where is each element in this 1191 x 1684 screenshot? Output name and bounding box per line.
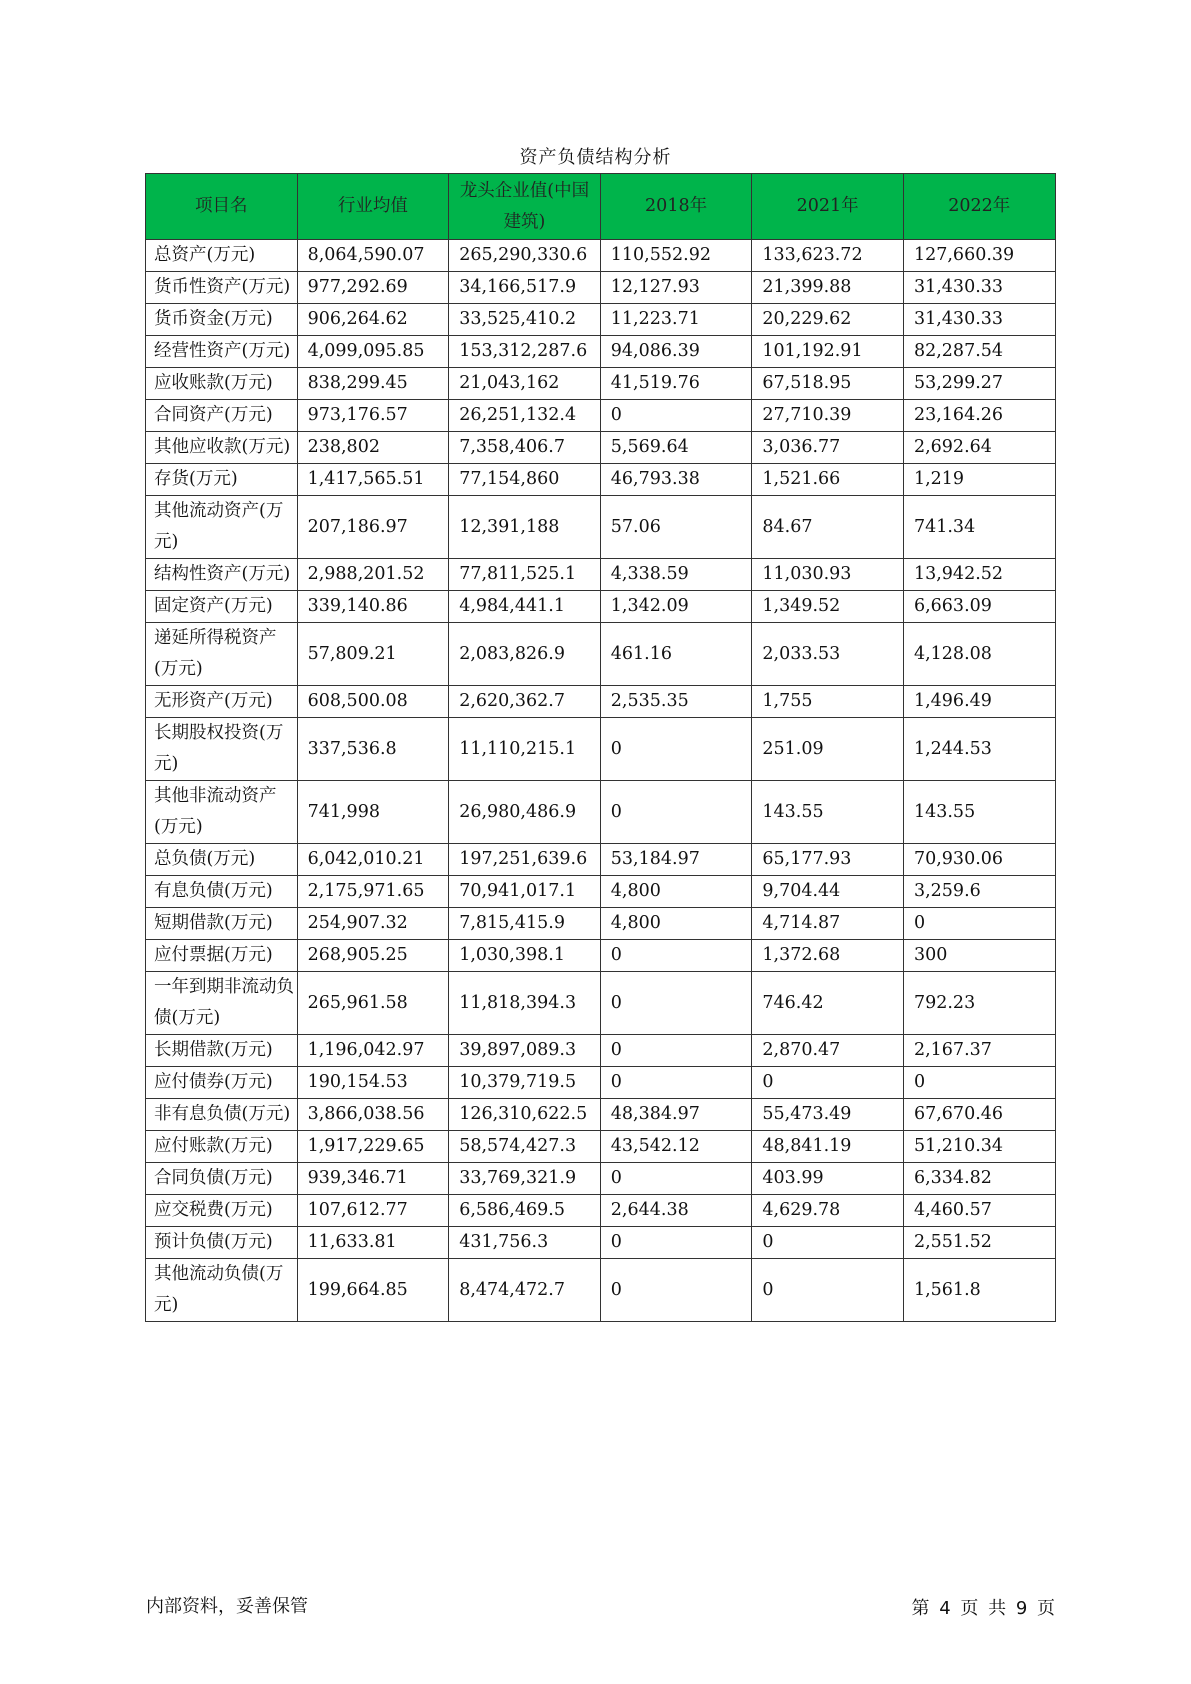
value-cell: 1,755: [752, 686, 904, 718]
value-cell: 21,399.88: [752, 272, 904, 304]
value-cell: 1,219: [903, 464, 1055, 496]
value-cell: 77,154,860: [449, 464, 601, 496]
value-cell: 0: [600, 940, 752, 972]
value-cell: 8,474,472.7: [449, 1259, 601, 1322]
item-name-cell: 长期股权投资(万元): [146, 718, 298, 781]
item-name-cell: 应付票据(万元): [146, 940, 298, 972]
value-cell: 4,629.78: [752, 1195, 904, 1227]
value-cell: 4,460.57: [903, 1195, 1055, 1227]
header-cell: 2018年: [600, 174, 752, 240]
table-row: [146, 972, 1056, 1035]
value-cell: 1,561.8: [903, 1259, 1055, 1322]
item-name-cell: 货币性资产(万元): [146, 272, 298, 304]
table-row: [146, 464, 1056, 496]
item-name-cell: 其他应收款(万元): [146, 432, 298, 464]
value-cell: 11,110,215.1: [449, 718, 601, 781]
value-cell: 20,229.62: [752, 304, 904, 336]
item-name-cell: 应收账款(万元): [146, 368, 298, 400]
item-name-cell: 非有息负债(万元): [146, 1099, 298, 1131]
value-cell: 1,030,398.1: [449, 940, 601, 972]
value-cell: 906,264.62: [297, 304, 449, 336]
value-cell: 57,809.21: [297, 623, 449, 686]
value-cell: 77,811,525.1: [449, 559, 601, 591]
value-cell: 1,521.66: [752, 464, 904, 496]
value-cell: 126,310,622.5: [449, 1099, 601, 1131]
table-row: [146, 304, 1056, 336]
value-cell: 6,663.09: [903, 591, 1055, 623]
header-cell: 行业均值: [297, 174, 449, 240]
value-cell: 33,525,410.2: [449, 304, 601, 336]
value-cell: 190,154.53: [297, 1067, 449, 1099]
item-name-cell: 短期借款(万元): [146, 908, 298, 940]
value-cell: 197,251,639.6: [449, 844, 601, 876]
table-row: [146, 781, 1056, 844]
value-cell: 41,519.76: [600, 368, 752, 400]
value-cell: 12,127.93: [600, 272, 752, 304]
table-row: [146, 844, 1056, 876]
value-cell: 2,692.64: [903, 432, 1055, 464]
item-name-cell: 长期借款(万元): [146, 1035, 298, 1067]
table-row: [146, 559, 1056, 591]
item-name-cell: 无形资产(万元): [146, 686, 298, 718]
value-cell: 2,988,201.52: [297, 559, 449, 591]
value-cell: 9,704.44: [752, 876, 904, 908]
value-cell: 4,714.87: [752, 908, 904, 940]
table-row: [146, 368, 1056, 400]
value-cell: 6,586,469.5: [449, 1195, 601, 1227]
value-cell: 70,941,017.1: [449, 876, 601, 908]
value-cell: 339,140.86: [297, 591, 449, 623]
value-cell: 0: [600, 1067, 752, 1099]
table-row: [146, 1227, 1056, 1259]
value-cell: 7,815,415.9: [449, 908, 601, 940]
value-cell: 3,036.77: [752, 432, 904, 464]
value-cell: 31,430.33: [903, 304, 1055, 336]
table-row: [146, 400, 1056, 432]
item-name-cell: 货币资金(万元): [146, 304, 298, 336]
value-cell: 1,196,042.97: [297, 1035, 449, 1067]
table-title: 资产负债结构分析: [519, 147, 672, 168]
value-cell: 207,186.97: [297, 496, 449, 559]
value-cell: 7,358,406.7: [449, 432, 601, 464]
header-row: [146, 174, 1056, 240]
table-row: [146, 1035, 1056, 1067]
table-row: [146, 940, 1056, 972]
value-cell: 268,905.25: [297, 940, 449, 972]
item-name-cell: 应付账款(万元): [146, 1131, 298, 1163]
page-number: 第 4 页 共 9 页: [911, 1598, 1055, 1619]
item-name-cell: 一年到期非流动负债(万元): [146, 972, 298, 1035]
value-cell: 67,518.95: [752, 368, 904, 400]
value-cell: 608,500.08: [297, 686, 449, 718]
value-cell: 110,552.92: [600, 240, 752, 272]
value-cell: 300: [903, 940, 1055, 972]
value-cell: 0: [752, 1259, 904, 1322]
table-row: [146, 1195, 1056, 1227]
item-name-cell: 应交税费(万元): [146, 1195, 298, 1227]
value-cell: 746.42: [752, 972, 904, 1035]
header-cell: 2022年: [903, 174, 1055, 240]
value-cell: 0: [752, 1227, 904, 1259]
header-cell: 2021年: [752, 174, 904, 240]
table-row: [146, 1259, 1056, 1322]
value-cell: 153,312,287.6: [449, 336, 601, 368]
value-cell: 265,290,330.6: [449, 240, 601, 272]
table-row: [146, 1131, 1056, 1163]
table-row: [146, 623, 1056, 686]
value-cell: 973,176.57: [297, 400, 449, 432]
value-cell: 11,030.93: [752, 559, 904, 591]
table-row: [146, 496, 1056, 559]
item-name-cell: 其他非流动资产(万元): [146, 781, 298, 844]
value-cell: 741.34: [903, 496, 1055, 559]
value-cell: 0: [600, 972, 752, 1035]
value-cell: 741,998: [297, 781, 449, 844]
value-cell: 46,793.38: [600, 464, 752, 496]
value-cell: 82,287.54: [903, 336, 1055, 368]
item-name-cell: 预计负债(万元): [146, 1227, 298, 1259]
value-cell: 12,391,188: [449, 496, 601, 559]
item-name-cell: 其他流动资产(万元): [146, 496, 298, 559]
value-cell: 1,496.49: [903, 686, 1055, 718]
value-cell: 2,870.47: [752, 1035, 904, 1067]
value-cell: 133,623.72: [752, 240, 904, 272]
table-row: [146, 908, 1056, 940]
value-cell: 4,800: [600, 908, 752, 940]
table-row: [146, 336, 1056, 368]
table-row: [146, 1099, 1056, 1131]
table-row: [146, 591, 1056, 623]
item-name-cell: 结构性资产(万元): [146, 559, 298, 591]
value-cell: 337,536.8: [297, 718, 449, 781]
table-row: [146, 240, 1056, 272]
value-cell: 939,346.71: [297, 1163, 449, 1195]
value-cell: 2,551.52: [903, 1227, 1055, 1259]
value-cell: 26,251,132.4: [449, 400, 601, 432]
value-cell: 107,612.77: [297, 1195, 449, 1227]
value-cell: 0: [903, 908, 1055, 940]
value-cell: 70,930.06: [903, 844, 1055, 876]
value-cell: 0: [600, 781, 752, 844]
value-cell: 53,184.97: [600, 844, 752, 876]
value-cell: 1,244.53: [903, 718, 1055, 781]
table-row: [146, 876, 1056, 908]
table-row: [146, 1067, 1056, 1099]
value-cell: 1,342.09: [600, 591, 752, 623]
value-cell: 27,710.39: [752, 400, 904, 432]
value-cell: 238,802: [297, 432, 449, 464]
value-cell: 39,897,089.3: [449, 1035, 601, 1067]
value-cell: 431,756.3: [449, 1227, 601, 1259]
value-cell: 1,349.52: [752, 591, 904, 623]
value-cell: 48,384.97: [600, 1099, 752, 1131]
value-cell: 4,128.08: [903, 623, 1055, 686]
value-cell: 977,292.69: [297, 272, 449, 304]
value-cell: 199,664.85: [297, 1259, 449, 1322]
value-cell: 55,473.49: [752, 1099, 904, 1131]
value-cell: 94,086.39: [600, 336, 752, 368]
value-cell: 84.67: [752, 496, 904, 559]
value-cell: 2,033.53: [752, 623, 904, 686]
value-cell: 1,372.68: [752, 940, 904, 972]
value-cell: 58,574,427.3: [449, 1131, 601, 1163]
value-cell: 0: [600, 1259, 752, 1322]
value-cell: 2,167.37: [903, 1035, 1055, 1067]
value-cell: 5,569.64: [600, 432, 752, 464]
value-cell: 254,907.32: [297, 908, 449, 940]
value-cell: 13,942.52: [903, 559, 1055, 591]
value-cell: 2,644.38: [600, 1195, 752, 1227]
item-name-cell: 有息负债(万元): [146, 876, 298, 908]
value-cell: 1,917,229.65: [297, 1131, 449, 1163]
value-cell: 838,299.45: [297, 368, 449, 400]
value-cell: 8,064,590.07: [297, 240, 449, 272]
value-cell: 461.16: [600, 623, 752, 686]
value-cell: 11,818,394.3: [449, 972, 601, 1035]
table-row: [146, 432, 1056, 464]
value-cell: 6,334.82: [903, 1163, 1055, 1195]
table-row: [146, 718, 1056, 781]
item-name-cell: 合同资产(万元): [146, 400, 298, 432]
value-cell: 11,633.81: [297, 1227, 449, 1259]
value-cell: 26,980,486.9: [449, 781, 601, 844]
table-row: [146, 272, 1056, 304]
value-cell: 0: [600, 1227, 752, 1259]
value-cell: 143.55: [752, 781, 904, 844]
value-cell: 0: [752, 1067, 904, 1099]
header-cell: 项目名: [146, 174, 298, 240]
value-cell: 127,660.39: [903, 240, 1055, 272]
value-cell: 101,192.91: [752, 336, 904, 368]
value-cell: 51,210.34: [903, 1131, 1055, 1163]
value-cell: 6,042,010.21: [297, 844, 449, 876]
balance-sheet-table: [145, 173, 1056, 1322]
value-cell: 2,175,971.65: [297, 876, 449, 908]
value-cell: 0: [600, 1163, 752, 1195]
header-cell: 龙头企业值(中国建筑): [449, 174, 601, 240]
value-cell: 4,099,095.85: [297, 336, 449, 368]
value-cell: 2,083,826.9: [449, 623, 601, 686]
value-cell: 2,620,362.7: [449, 686, 601, 718]
item-name-cell: 总资产(万元): [146, 240, 298, 272]
value-cell: 23,164.26: [903, 400, 1055, 432]
value-cell: 4,338.59: [600, 559, 752, 591]
value-cell: 4,800: [600, 876, 752, 908]
value-cell: 0: [600, 718, 752, 781]
table-row: [146, 686, 1056, 718]
confidential-note: 内部资料，妥善保管: [146, 1596, 308, 1617]
value-cell: 3,259.6: [903, 876, 1055, 908]
value-cell: 251.09: [752, 718, 904, 781]
item-name-cell: 合同负债(万元): [146, 1163, 298, 1195]
value-cell: 0: [600, 400, 752, 432]
value-cell: 53,299.27: [903, 368, 1055, 400]
item-name-cell: 经营性资产(万元): [146, 336, 298, 368]
value-cell: 67,670.46: [903, 1099, 1055, 1131]
value-cell: 34,166,517.9: [449, 272, 601, 304]
value-cell: 11,223.71: [600, 304, 752, 336]
value-cell: 21,043,162: [449, 368, 601, 400]
value-cell: 0: [903, 1067, 1055, 1099]
value-cell: 265,961.58: [297, 972, 449, 1035]
value-cell: 2,535.35: [600, 686, 752, 718]
value-cell: 3,866,038.56: [297, 1099, 449, 1131]
value-cell: 57.06: [600, 496, 752, 559]
item-name-cell: 递延所得税资产(万元): [146, 623, 298, 686]
value-cell: 31,430.33: [903, 272, 1055, 304]
value-cell: 33,769,321.9: [449, 1163, 601, 1195]
value-cell: 65,177.93: [752, 844, 904, 876]
value-cell: 4,984,441.1: [449, 591, 601, 623]
item-name-cell: 应付债券(万元): [146, 1067, 298, 1099]
value-cell: 792.23: [903, 972, 1055, 1035]
value-cell: 10,379,719.5: [449, 1067, 601, 1099]
item-name-cell: 其他流动负债(万元): [146, 1259, 298, 1322]
value-cell: 403.99: [752, 1163, 904, 1195]
value-cell: 1,417,565.51: [297, 464, 449, 496]
value-cell: 43,542.12: [600, 1131, 752, 1163]
value-cell: 143.55: [903, 781, 1055, 844]
table-row: [146, 1163, 1056, 1195]
value-cell: 0: [600, 1035, 752, 1067]
value-cell: 48,841.19: [752, 1131, 904, 1163]
item-name-cell: 固定资产(万元): [146, 591, 298, 623]
item-name-cell: 总负债(万元): [146, 844, 298, 876]
item-name-cell: 存货(万元): [146, 464, 298, 496]
